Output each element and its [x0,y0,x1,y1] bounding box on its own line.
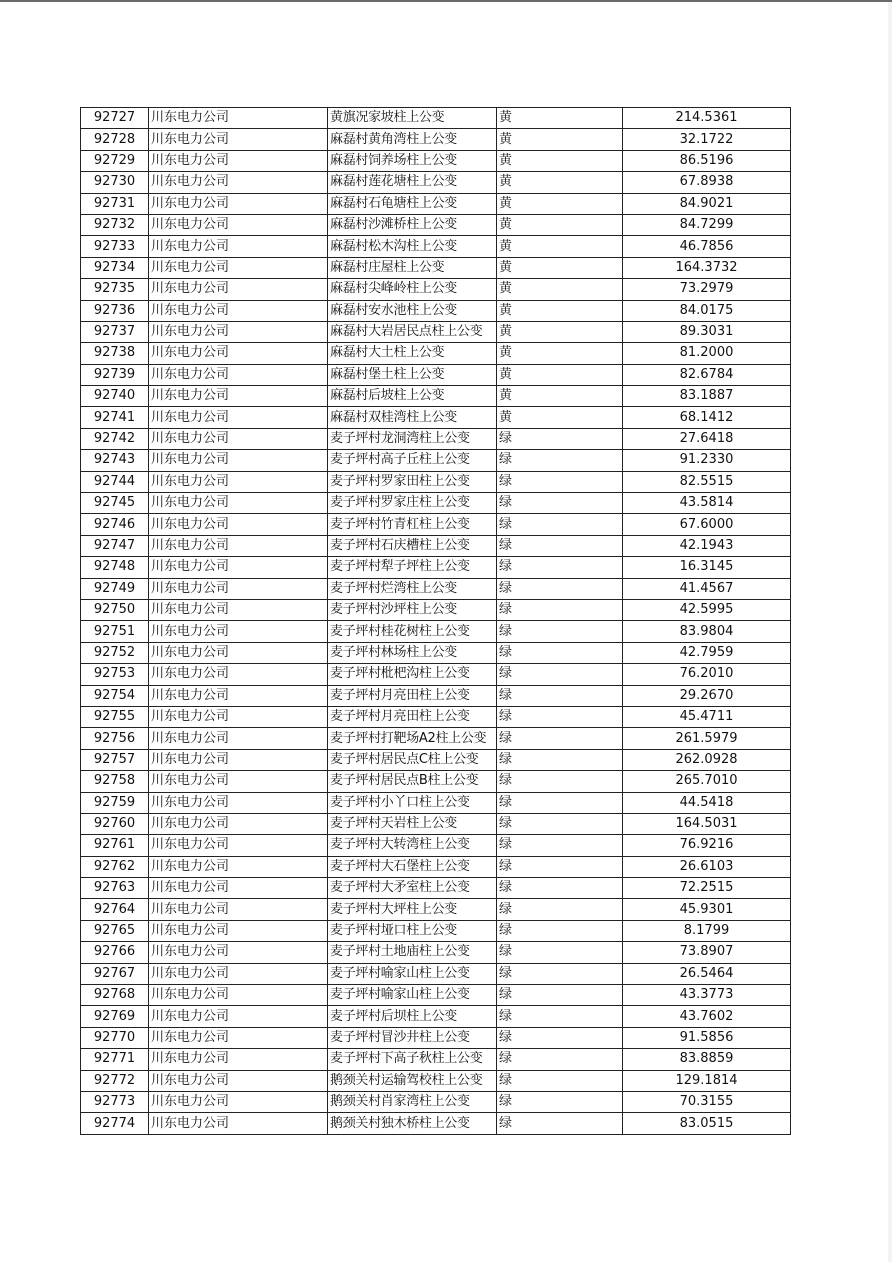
cell-id: 92735 [81,279,149,300]
cell-status: 绿 [497,792,623,813]
cell-status: 黄 [497,300,623,321]
cell-company: 川东电力公司 [149,728,328,749]
table-row [81,749,791,770]
cell-status: 黄 [497,193,623,214]
cell-status: 绿 [497,557,623,578]
cell-transformer-name: 麦子坪村月亮田柱上公变 [328,685,497,706]
cell-value: 46.7856 [623,236,791,257]
cell-status: 黄 [497,343,623,364]
cell-status: 绿 [497,963,623,984]
table-row [81,279,791,300]
cell-transformer-name: 鹅颈关村肖家湾柱上公变 [328,1091,497,1112]
cell-value: 262.0928 [623,749,791,770]
cell-id: 92750 [81,599,149,620]
cell-company: 川东电力公司 [149,514,328,535]
cell-company: 川东电力公司 [149,942,328,963]
cell-value: 83.1887 [623,386,791,407]
cell-id: 92743 [81,450,149,471]
cell-transformer-name: 麻磊村庄屋柱上公变 [328,257,497,278]
cell-company: 川东电力公司 [149,621,328,642]
table-row [81,150,791,171]
table-row [81,771,791,792]
cell-id: 92760 [81,813,149,834]
cell-status: 绿 [497,856,623,877]
cell-value: 83.8859 [623,1049,791,1070]
cell-transformer-name: 麦子坪村土地庙柱上公变 [328,942,497,963]
cell-transformer-name: 麦子坪村大转湾柱上公变 [328,835,497,856]
cell-status: 黄 [497,214,623,235]
cell-transformer-name: 麻磊村石龟塘柱上公变 [328,193,497,214]
cell-company: 川东电力公司 [149,535,328,556]
cell-value: 26.6103 [623,856,791,877]
cell-status: 黄 [497,150,623,171]
cell-value: 16.3145 [623,557,791,578]
cell-company: 川东电力公司 [149,792,328,813]
cell-company: 川东电力公司 [149,664,328,685]
table-row [81,963,791,984]
cell-transformer-name: 麦子坪村冒沙井柱上公变 [328,1027,497,1048]
table-row [81,108,791,129]
cell-status: 绿 [497,578,623,599]
cell-value: 41.4567 [623,578,791,599]
cell-id: 92752 [81,642,149,663]
cell-status: 绿 [497,1027,623,1048]
cell-transformer-name: 麦子坪村打靶场A2柱上公变 [328,728,497,749]
table-row [81,664,791,685]
cell-id: 92759 [81,792,149,813]
cell-status: 绿 [497,621,623,642]
cell-status: 绿 [497,899,623,920]
cell-value: 82.5515 [623,471,791,492]
cell-value: 67.8938 [623,172,791,193]
cell-id: 92727 [81,108,149,129]
cell-transformer-name: 麦子坪村喻家山柱上公变 [328,985,497,1006]
cell-id: 92767 [81,963,149,984]
table-row [81,471,791,492]
table-row [81,300,791,321]
table-row [81,792,791,813]
cell-id: 92762 [81,856,149,877]
cell-company: 川东电力公司 [149,856,328,877]
cell-status: 绿 [497,664,623,685]
cell-id: 92747 [81,535,149,556]
cell-company: 川东电力公司 [149,279,328,300]
cell-value: 45.9301 [623,899,791,920]
cell-company: 川东电力公司 [149,685,328,706]
cell-company: 川东电力公司 [149,343,328,364]
cell-value: 214.5361 [623,108,791,129]
table-row [81,236,791,257]
cell-company: 川东电力公司 [149,599,328,620]
table-row [81,386,791,407]
cell-transformer-name: 麦子坪村高子丘柱上公变 [328,450,497,471]
cell-transformer-name: 麦子坪村后坝柱上公变 [328,1006,497,1027]
table-row [81,557,791,578]
table-row [81,343,791,364]
table-row [81,214,791,235]
cell-company: 川东电力公司 [149,193,328,214]
cell-company: 川东电力公司 [149,471,328,492]
cell-id: 92768 [81,985,149,1006]
cell-value: 8.1799 [623,920,791,941]
table-row [81,1027,791,1048]
cell-transformer-name: 麻磊村双桂湾柱上公变 [328,407,497,428]
cell-value: 29.2670 [623,685,791,706]
cell-company: 川东电力公司 [149,257,328,278]
cell-status: 绿 [497,920,623,941]
cell-company: 川东电力公司 [149,364,328,385]
table-row [81,428,791,449]
cell-status: 绿 [497,1091,623,1112]
cell-company: 川东电力公司 [149,578,328,599]
table-row [81,685,791,706]
table-row [81,578,791,599]
cell-id: 92764 [81,899,149,920]
cell-value: 42.7959 [623,642,791,663]
table-row [81,985,791,1006]
cell-transformer-name: 麦子坪村龙洞湾柱上公变 [328,428,497,449]
cell-company: 川东电力公司 [149,642,328,663]
cell-status: 绿 [497,749,623,770]
cell-company: 川东电力公司 [149,557,328,578]
cell-status: 黄 [497,257,623,278]
cell-company: 川东电力公司 [149,749,328,770]
cell-company: 川东电力公司 [149,214,328,235]
cell-value: 86.5196 [623,150,791,171]
cell-value: 72.2515 [623,878,791,899]
cell-company: 川东电力公司 [149,899,328,920]
cell-company: 川东电力公司 [149,835,328,856]
cell-id: 92729 [81,150,149,171]
cell-status: 绿 [497,771,623,792]
table-row [81,514,791,535]
cell-id: 92771 [81,1049,149,1070]
cell-id: 92770 [81,1027,149,1048]
cell-value: 43.7602 [623,1006,791,1027]
cell-status: 绿 [497,1113,623,1134]
cell-company: 川东电力公司 [149,963,328,984]
cell-value: 73.2979 [623,279,791,300]
cell-id: 92728 [81,129,149,150]
cell-value: 261.5979 [623,728,791,749]
cell-transformer-name: 麦子坪村林场柱上公变 [328,642,497,663]
cell-value: 68.1412 [623,407,791,428]
cell-transformer-name: 麦子坪村垭口柱上公变 [328,920,497,941]
cell-transformer-name: 麻磊村大土柱上公变 [328,343,497,364]
cell-company: 川东电力公司 [149,150,328,171]
cell-id: 92757 [81,749,149,770]
table-row [81,257,791,278]
cell-transformer-name: 麦子坪村喻家山柱上公变 [328,963,497,984]
cell-transformer-name: 麦子坪村居民点B柱上公变 [328,771,497,792]
cell-transformer-name: 麦子坪村大坪柱上公变 [328,899,497,920]
cell-company: 川东电力公司 [149,1070,328,1091]
cell-transformer-name: 麦子坪村竹青杠柱上公变 [328,514,497,535]
cell-value: 83.9804 [623,621,791,642]
table-row [81,728,791,749]
cell-status: 绿 [497,835,623,856]
cell-id: 92742 [81,428,149,449]
table-row [81,493,791,514]
cell-transformer-name: 麻磊村堡土柱上公变 [328,364,497,385]
cell-company: 川东电力公司 [149,108,328,129]
cell-transformer-name: 麻磊村莲花塘柱上公变 [328,172,497,193]
cell-id: 92751 [81,621,149,642]
cell-id: 92730 [81,172,149,193]
cell-value: 27.6418 [623,428,791,449]
cell-value: 164.5031 [623,813,791,834]
cell-status: 黄 [497,172,623,193]
cell-company: 川东电力公司 [149,1113,328,1134]
cell-id: 92761 [81,835,149,856]
table-row [81,172,791,193]
cell-id: 92769 [81,1006,149,1027]
cell-status: 黄 [497,129,623,150]
cell-transformer-name: 麻磊村安水池柱上公变 [328,300,497,321]
cell-company: 川东电力公司 [149,878,328,899]
cell-company: 川东电力公司 [149,493,328,514]
table-row [81,450,791,471]
cell-value: 26.5464 [623,963,791,984]
cell-id: 92737 [81,321,149,342]
cell-id: 92740 [81,386,149,407]
cell-company: 川东电力公司 [149,706,328,727]
cell-status: 绿 [497,535,623,556]
cell-value: 43.5814 [623,493,791,514]
cell-id: 92749 [81,578,149,599]
cell-company: 川东电力公司 [149,129,328,150]
cell-status: 黄 [497,321,623,342]
cell-transformer-name: 麻磊村饲养场柱上公变 [328,150,497,171]
cell-status: 绿 [497,878,623,899]
cell-status: 绿 [497,428,623,449]
table-row [81,835,791,856]
cell-status: 绿 [497,471,623,492]
cell-transformer-name: 鹅颈关村运输驾校柱上公变 [328,1070,497,1091]
table-row [81,364,791,385]
cell-transformer-name: 麦子坪村烂湾柱上公变 [328,578,497,599]
cell-value: 76.2010 [623,664,791,685]
cell-status: 绿 [497,813,623,834]
cell-id: 92732 [81,214,149,235]
cell-id: 92763 [81,878,149,899]
cell-id: 92744 [81,471,149,492]
table-row [81,535,791,556]
cell-id: 92753 [81,664,149,685]
cell-transformer-name: 麦子坪村犁子坪柱上公变 [328,557,497,578]
table-row [81,899,791,920]
cell-status: 绿 [497,985,623,1006]
cell-value: 89.3031 [623,321,791,342]
cell-value: 84.0175 [623,300,791,321]
page-top-rule [0,0,892,2]
cell-id: 92741 [81,407,149,428]
cell-transformer-name: 麻磊村黄角湾柱上公变 [328,129,497,150]
cell-company: 川东电力公司 [149,1006,328,1027]
cell-status: 黄 [497,407,623,428]
cell-company: 川东电力公司 [149,1049,328,1070]
cell-value: 91.2330 [623,450,791,471]
cell-company: 川东电力公司 [149,321,328,342]
table-row [81,878,791,899]
cell-value: 91.5856 [623,1027,791,1048]
cell-value: 70.3155 [623,1091,791,1112]
table-row [81,1091,791,1112]
cell-status: 绿 [497,706,623,727]
cell-id: 92738 [81,343,149,364]
cell-transformer-name: 黄旗况家坡柱上公变 [328,108,497,129]
cell-status: 黄 [497,279,623,300]
cell-transformer-name: 麦子坪村天岩柱上公变 [328,813,497,834]
table-body [81,108,791,1135]
cell-company: 川东电力公司 [149,771,328,792]
cell-transformer-name: 麻磊村沙滩桥柱上公变 [328,214,497,235]
cell-transformer-name: 麦子坪村罗家田柱上公变 [328,471,497,492]
cell-transformer-name: 麦子坪村下高子秋柱上公变 [328,1049,497,1070]
cell-status: 黄 [497,236,623,257]
cell-transformer-name: 麦子坪村小丫口柱上公变 [328,792,497,813]
table-row [81,129,791,150]
cell-transformer-name: 麦子坪村石庆槽柱上公变 [328,535,497,556]
table-row [81,920,791,941]
cell-status: 绿 [497,728,623,749]
cell-status: 黄 [497,108,623,129]
cell-value: 73.8907 [623,942,791,963]
table-row [81,321,791,342]
cell-id: 92773 [81,1091,149,1112]
cell-id: 92745 [81,493,149,514]
cell-status: 绿 [497,1006,623,1027]
cell-transformer-name: 麦子坪村枇杷沟柱上公变 [328,664,497,685]
cell-value: 265.7010 [623,771,791,792]
cell-value: 129.1814 [623,1070,791,1091]
cell-company: 川东电力公司 [149,1027,328,1048]
table-row [81,1070,791,1091]
cell-company: 川东电力公司 [149,985,328,1006]
cell-status: 绿 [497,642,623,663]
table-row [81,642,791,663]
table-row [81,599,791,620]
table-row [81,813,791,834]
cell-status: 黄 [497,386,623,407]
table-row [81,193,791,214]
cell-transformer-name: 麻磊村尖峰岭柱上公变 [328,279,497,300]
cell-value: 67.6000 [623,514,791,535]
cell-transformer-name: 麦子坪村罗家庄柱上公变 [328,493,497,514]
cell-status: 绿 [497,1070,623,1091]
cell-id: 92746 [81,514,149,535]
cell-value: 81.2000 [623,343,791,364]
cell-company: 川东电力公司 [149,920,328,941]
cell-id: 92739 [81,364,149,385]
cell-transformer-name: 鹅颈关村独木桥柱上公变 [328,1113,497,1134]
cell-status: 绿 [497,493,623,514]
cell-id: 92756 [81,728,149,749]
cell-status: 绿 [497,450,623,471]
cell-id: 92734 [81,257,149,278]
cell-transformer-name: 麦子坪村大石堡柱上公变 [328,856,497,877]
cell-value: 164.3732 [623,257,791,278]
table-row [81,706,791,727]
cell-status: 黄 [497,364,623,385]
cell-transformer-name: 麦子坪村桂花树柱上公变 [328,621,497,642]
cell-company: 川东电力公司 [149,236,328,257]
cell-transformer-name: 麦子坪村居民点C柱上公变 [328,749,497,770]
table-row [81,1006,791,1027]
cell-company: 川东电力公司 [149,428,328,449]
cell-id: 92754 [81,685,149,706]
cell-transformer-name: 麦子坪村沙坪柱上公变 [328,599,497,620]
cell-company: 川东电力公司 [149,300,328,321]
cell-id: 92731 [81,193,149,214]
cell-status: 绿 [497,599,623,620]
cell-id: 92765 [81,920,149,941]
cell-value: 83.0515 [623,1113,791,1134]
cell-transformer-name: 麦子坪村月亮田柱上公变 [328,706,497,727]
cell-company: 川东电力公司 [149,172,328,193]
cell-value: 84.7299 [623,214,791,235]
cell-status: 绿 [497,1049,623,1070]
table-row [81,407,791,428]
cell-status: 绿 [497,685,623,706]
cell-transformer-name: 麻磊村大岩居民点柱上公变 [328,321,497,342]
cell-id: 92766 [81,942,149,963]
cell-value: 82.6784 [623,364,791,385]
table-row [81,1113,791,1134]
cell-transformer-name: 麻磊村松木沟柱上公变 [328,236,497,257]
cell-value: 76.9216 [623,835,791,856]
cell-company: 川东电力公司 [149,1091,328,1112]
cell-value: 84.9021 [623,193,791,214]
cell-id: 92748 [81,557,149,578]
cell-id: 92772 [81,1070,149,1091]
table-row [81,621,791,642]
cell-id: 92774 [81,1113,149,1134]
cell-value: 42.5995 [623,599,791,620]
cell-value: 42.1943 [623,535,791,556]
cell-company: 川东电力公司 [149,813,328,834]
cell-status: 绿 [497,514,623,535]
transformer-table [80,107,791,1135]
cell-value: 45.4711 [623,706,791,727]
cell-id: 92733 [81,236,149,257]
cell-value: 32.1722 [623,129,791,150]
table-row [81,942,791,963]
cell-id: 92736 [81,300,149,321]
page-right-edge [888,2,892,1262]
table-row [81,1049,791,1070]
cell-transformer-name: 麻磊村后坡柱上公变 [328,386,497,407]
cell-value: 43.3773 [623,985,791,1006]
cell-company: 川东电力公司 [149,386,328,407]
cell-id: 92755 [81,706,149,727]
cell-transformer-name: 麦子坪村大矛室柱上公变 [328,878,497,899]
cell-company: 川东电力公司 [149,450,328,471]
cell-id: 92758 [81,771,149,792]
cell-company: 川东电力公司 [149,407,328,428]
table-row [81,856,791,877]
cell-value: 44.5418 [623,792,791,813]
cell-status: 绿 [497,942,623,963]
